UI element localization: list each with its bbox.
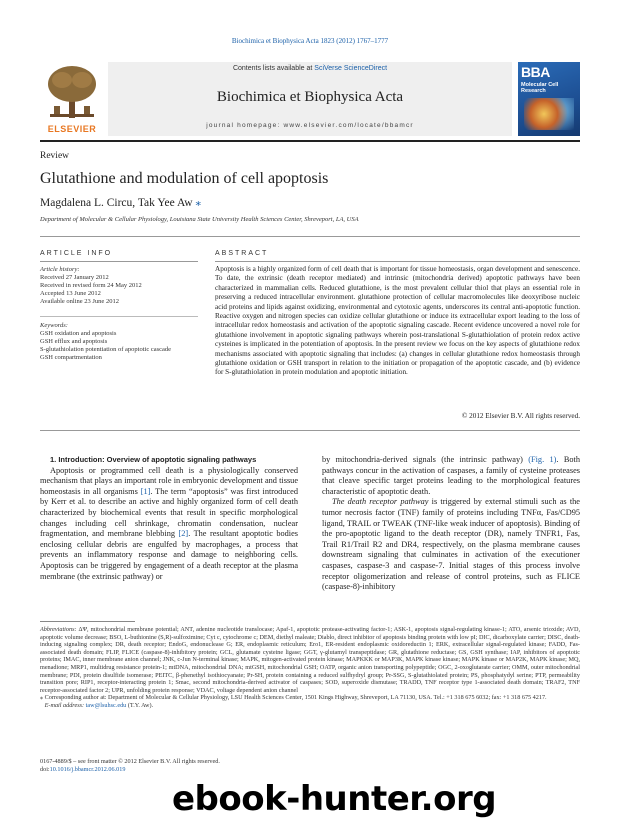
keyword-item: S-glutathiolation potentiation of apoptotic cascade [40,346,172,353]
abbreviations-label: Abbreviations: [40,626,77,633]
section-rule [40,236,580,237]
footnotes [40,626,580,710]
body-text: . The resultant apoptotic bodies enclosing cellular debris are engulfed by macrophages, a process that prevents an inflammatory response and damage to neighboring cells. Apoptosis can be triggered by engagement of a death receptor at the plasma membrane (the extrinsic pathway) or [40,529,298,581]
keywords-label: Keywords: [40,322,68,329]
email-footnote [40,702,580,710]
section-1-title: 1. Introduction: Overview of apoptotic signaling pathways [50,455,257,464]
journal-reference[interactable]: Biochimica et Biophysica Acta 1823 (2012) 1767–1777 [231,37,389,45]
body-emphasis: The death receptor pathway [332,497,429,507]
abstract-text: Apoptosis is a highly organized form of cell death that is important for tissue homeostasis, organ development and senescence. To date, the extrinsic (death receptor mediated) and intrinsic (mitochondria derived) apoptotic pathways have been characterized in mammalian cells. Reduced glutathione, is the most prevalent cellular thiol that plays an essential role in preserving a reduced intracellular environment. glutathione protection of cellular macromolecules like deoxyribose nucleic acid proteins and lipids against oxidizing, environmental and cytotoxic agents, underscores its central anti-apoptotic function. Reactive oxygen and nitrogen species can oxidize cellular glutathione or induce its extracellular export leading to the loss of intracellular redox homeostasis and activation of the apoptotic signaling cascade. Recent evidence uncovered a novel role for glutathione involvement in apoptotic signaling pathways wherein post-translational S-glutathiolation of protein redox active cysteines is implicated in the potentiation of apoptosis. In the present review we focus on the key aspects of glutathione redox mechanisms associated with apoptotic signaling that includes: (a) changes in cellular glutathione redox homeostasis through glutathione oxidation or GSH transport in relation to the initiation or propagation of the apoptotic cascade, and (b) evidence for S-glutathiolation in protein modulation and apoptotic initiation. [215,265,580,377]
masthead [40,62,580,136]
body-paragraph [322,455,580,497]
body-text: . The term “apoptosis” was first introduced by Kerr et al. to describe an active and highly organized form of cell death characterized by biochemical events that result in specific morphological changes including cell shrinkage, chromatin condensation, nuclear fragmentation, and membrane blebbing [40,486,298,539]
body-text: . Both pathways concur in the activation of caspases, a family of cysteine proteases that cleave specific target proteins leading to the morphological features characteristic of apoptotic death. [322,455,580,496]
keywords [40,322,198,362]
abstract-rule [215,261,580,262]
citation-link[interactable]: [1] [140,486,151,496]
abstract-bottom-rule [40,430,580,431]
history-item: Received in revised form 24 May 2012 [40,282,142,289]
cover-art [524,98,574,130]
info-rule [40,261,198,262]
sciencedirect-link[interactable]: SciVerse ScienceDirect [314,65,388,72]
journal-name: Biochimica et Biophysica Acta [216,89,404,105]
journal-cover [518,62,580,136]
body-paragraph [40,466,298,583]
body-column-right [322,455,580,593]
contents-line [108,65,512,72]
abbreviations-footnote [40,626,580,694]
history-item: Accepted 13 June 2012 [40,290,101,297]
homepage-url[interactable]: www.elsevier.com/locate/bbamcr [283,122,414,129]
author-names: Magdalena L. Circu, Tak Yee Aw [40,197,193,209]
elsevier-tree-icon [40,62,104,122]
email-link[interactable]: taw@lsuhsc.edu [85,701,127,709]
body-text: is triggered by external stimuli such as the tumor necrosis factor (TNF) family of proteins including TNFα, Fas/CD95 ligand, TRAIL or TWEAK (TNF-like weak inducer of apoptosis). Binding of the pro-apoptotic ligand to the death receptor (DR), namely TNFR1, Fas, Trail R1/Trail R2 and DR4, respectively, on the plasma membrane causes downstream signaling that culminates in activation of the executioner caspases, caspase-3 and caspase-7. Initial stages of this process involve receptor oligomerization and release of control proteins, such as FLICE (caspase-8)-inhibitory [322,497,580,592]
keyword-item: GSH oxidation and apoptosis [40,330,117,337]
doi-line [40,766,220,774]
body-text: Apoptosis or programmed cell death is a physiologically conserved mechanism that plays an important role in embryonic development and tissue homeostasis in all organisms [40,465,298,496]
doi-prefix: doi: [40,765,50,773]
corresponding-author-mark[interactable]: ⁎ [195,197,202,209]
article-history [40,266,198,306]
homepage-prefix: journal homepage: [206,122,284,129]
issn-line: 0167-4889/$ – see front matter © 2012 Elsevier B.V. All rights reserved. [40,758,220,765]
keyword-item: GSH compartmentation [40,354,102,361]
history-label: Article history: [40,266,80,273]
keyword-item: GSH efflux and apoptosis [40,338,108,345]
article-type: Review [40,151,70,161]
publisher-name: ELSEVIER [47,124,97,134]
masthead-center [108,62,512,136]
corresponding-footnote: ⁎ Corresponding author at: Department of Molecular & Cellular Physiology, LSU Health Sciences Center, 1501 Kings Highway, Shreveport, LA 71130, USA. Tel.: +1 318 675 6032; fax: +1 318 675 4217. [40,694,547,702]
body-text: by mitochondria-derived signals (the intrinsic pathway) [322,455,529,464]
footnote-rule [40,621,135,622]
email-label: E-mail address: [44,701,85,709]
abbreviations-text: ΔΨ, mitochondrial membrane potential; ANT, adenine nucleotide translocase; Apaf-1, apoptotic protease-activating factor-1; ASK-1, apoptosis signal-regulating kinase-1; ATO, arsenic trioxide; AVD, apoptotic volume decrease; BSO, L-buthionine (S,R)-sulfoximine; Cyt c, cytochrome c; DEM, diethyl maleate; Diablo, direct inhibitor of apoptosis binding protein with low pI; DIC, dicarboxylate carrier; DISC, death-inducing signaling complex; DR, death receptor; EndoG, endonuclease G; ER, endoplasmic reticulum; Ero1, ER-resident endoplasmic oxidoreductin 1; ERK, extracellular signal-regulated kinase; FADD, Fas-associated death domain; FLIP, FLICE (caspase-8)-inhibitory protein; GCL, glutamate cysteine ligase; GGT, γ-glutamyl transpeptidase; GR, glutathione reductase; GS, GSH synthase; IAP, inhibitors of apoptotic proteins; IMAC, inner membrane anion channel; JNK, c-Jun N-terminal kinase; MAPK, mitogen-activated protein kinase; MAPKKK or MAP3K, MAPK kinase kinase; MAPK kinase or MAP2K, MAPK kinase; MQ, menadione; MRP1, multidrug resistance protein-1; mtDNA, mitochondrial DNA; mtGSH, mitochondrial GSH; OATP, organic anion transporting polypeptide; OGC, 2-oxoglutarate carrier; OMM, outer mitochondrial membrane; PDI, protein disulfide isomerase; PEITC, β-phenethyl isothiocyanate; Pr-SH, protein containing a reduced sulfhydryl group; Pr-SSG, S-glutathiolated protein; PS, phosphatydyl serine; PTP, permeability transition pore; RIP1, receptor-interacting protein 1; Smac, second mitochondria-derived activator of caspases; SOD, superoxide dismutase; TRADD, TNF receptor type 1-associated death domain; TRAF2, TNF receptor-associated factor 2; UPR, unfolding protein response; VDAC, voltage dependent anion channel [40,626,580,694]
history-item: Available online 23 June 2012 [40,298,119,305]
citation-link[interactable]: [2] [178,529,189,539]
info-divider [40,316,198,317]
abstract-copyright: © 2012 Elsevier B.V. All rights reserved. [461,412,580,420]
article-authors [40,195,201,209]
abstract-heading: ABSTRACT [215,250,269,257]
body-column-left [40,455,298,582]
article-title: Glutathione and modulation of cell apoptosis [40,170,329,187]
watermark: ebook-hunter.org [172,779,497,819]
figure-link[interactable]: (Fig. 1) [528,455,557,464]
cover-subtitle: Molecular Cell Research [521,82,559,94]
history-item: Received 27 January 2012 [40,274,109,281]
doi-link[interactable]: 10.1016/j.bbamcr.2012.06.019 [49,765,126,773]
affiliation: Department of Molecular & Cellular Physiology, Louisiana State University Health Sciences Center, Shreveport, LA, USA [40,216,359,223]
header-rule [40,140,580,142]
cover-title: BBA [521,64,550,80]
article-info-heading: ARTICLE INFO [40,250,113,257]
body-paragraph [322,497,580,592]
email-suffix: (T.Y. Aw). [126,701,154,709]
bottom-meta [40,758,220,773]
contents-prefix: Contents lists available at [232,65,315,72]
journal-homepage [108,122,512,129]
elsevier-logo [40,62,104,136]
